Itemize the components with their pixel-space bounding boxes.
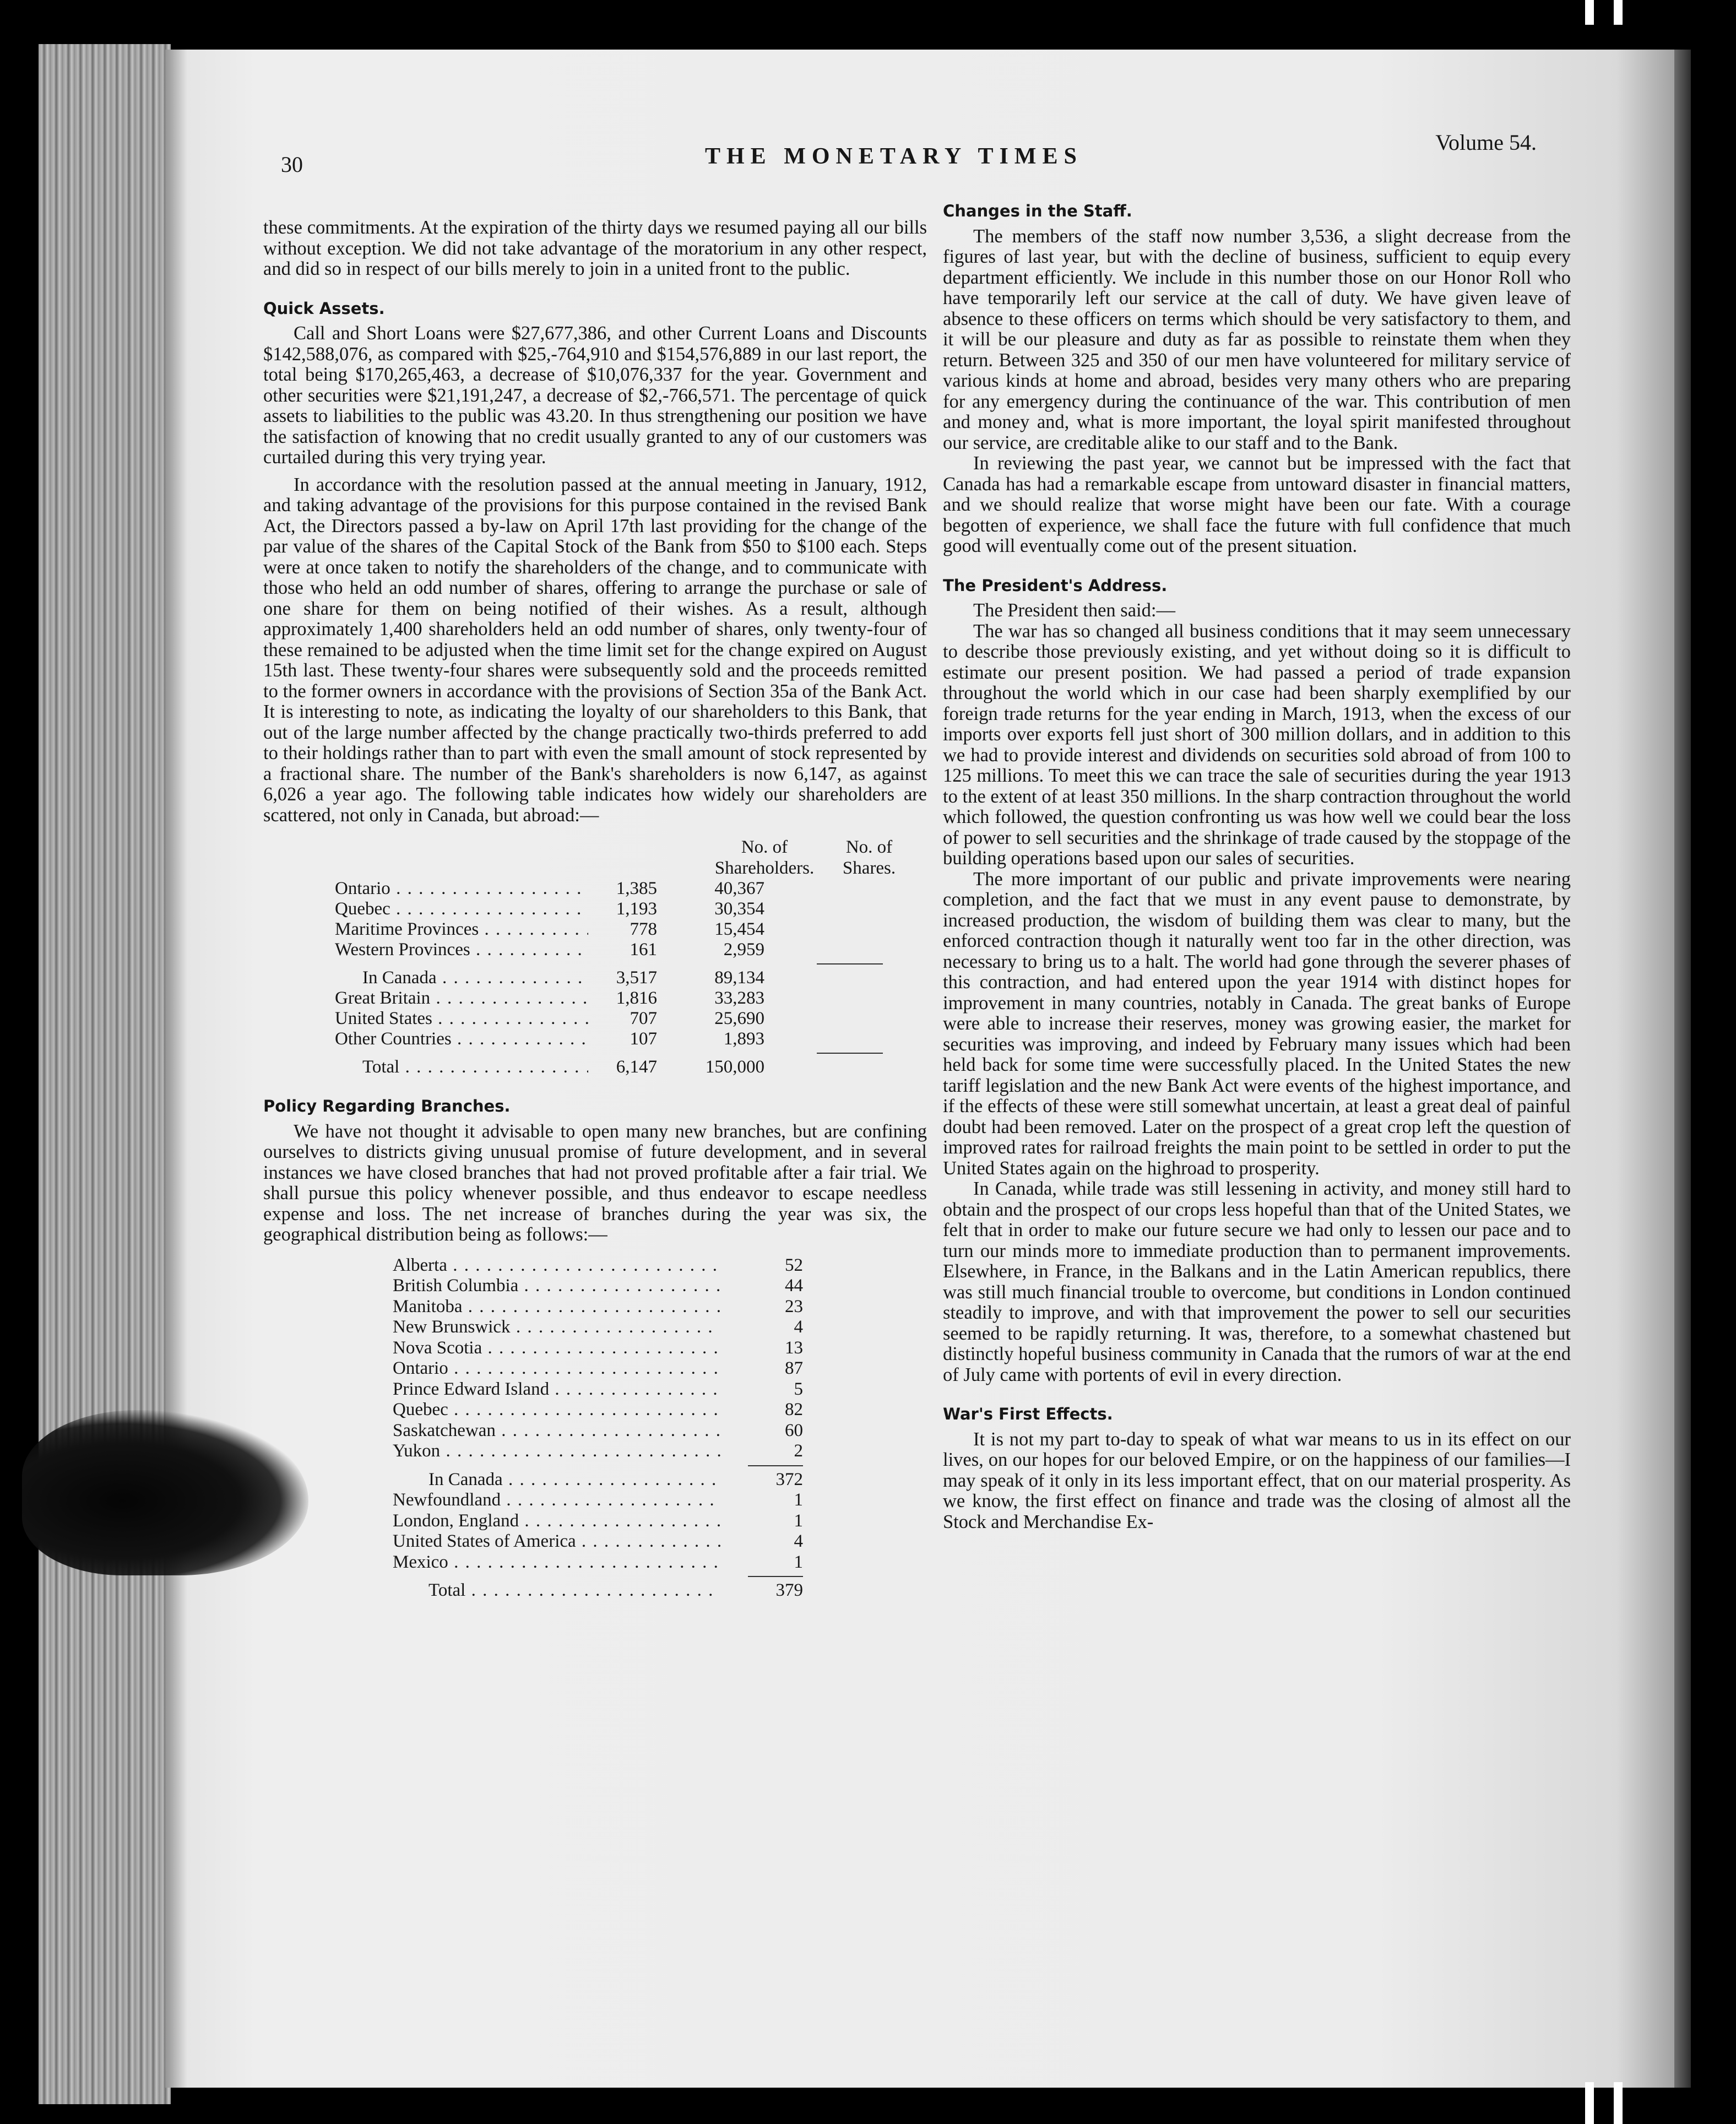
table-row [263,988,927,1009]
row-count: 52 [785,1255,803,1275]
journal-title: THE MONETARY TIMES [705,144,1083,169]
row-count: 1 [794,1490,803,1510]
right-column [943,201,1571,1532]
section-heading-president: The President's Address. [943,576,1168,595]
spine-shadow [165,50,187,2088]
staff-paragraph-2: In reviewing the past year, we cannot but be impressed with the fact that Canada has had a remarkable escape from untoward disaster in financial matters, and we should realize that worse might have been our fate. With a courage begotten of experience, we shall face the future with full confidence that much good will eventually come out of the present situation. [943,453,1571,556]
running-header [281,129,1537,179]
table-row-total [263,1057,927,1077]
row-holders: 1,193 [616,899,657,919]
column-header-shares [828,837,910,879]
table-rule [748,1576,803,1577]
film-mark-bottom-2 [1614,2082,1623,2124]
row-shares: 15,454 [714,919,764,939]
row-count: 1 [794,1510,803,1531]
table-row [263,1531,927,1552]
table-rule [263,1049,927,1057]
row-holders: 3,517 [616,968,657,988]
table-row [263,1441,927,1462]
row-count: 5 [794,1379,803,1399]
row-label: Quebec . . . [263,899,588,919]
policy-branches-paragraph: We have not thought it advisable to open many new branches, but are confining ourselves to districts giving unusual promise of future development, and in several instances we have closed branches that had not proved profitable after a fair trial. We shall pursue this policy whenever possible, and thus endeavor to escape needless expense and loss. The net increase of branches during the year was six, the geographical distribution being as follows:— [263,1120,927,1245]
header-line: Shares. [842,858,896,878]
row-count: 82 [785,1400,803,1419]
table-row [263,1029,927,1049]
row-label: Total . . . [263,1057,588,1077]
row-label: Prince Edward Island . . . [263,1379,720,1400]
quick-assets-paragraph-1: Call and Short Loans were $27,677,386, and other Current Loans and Discounts $142,588,076, as compared with $25,-764,910 and $154,576,889 in our last report, the total being $170,265,463, a decrease of $10,076,337 for the year. Government and other securities were $21,191,247, a decrease of $2,-766,571. The percentage of quick assets to liabilities to the public was 43.20. In thus strengthening our position we have the satisfaction of knowing that no credit usually granted to any of our customers was curtailed during this very trying year. [263,323,927,468]
row-holders: 1,816 [616,988,657,1008]
row-count: 87 [785,1358,803,1378]
table-rule [748,1465,803,1466]
row-shares: 30,354 [714,899,764,919]
table-row [263,1379,927,1400]
row-label: Other Countries . . . [263,1029,588,1049]
table-row [263,1297,927,1318]
table-row [263,1276,927,1297]
row-holders: 707 [630,1009,657,1028]
row-count: 60 [785,1420,803,1440]
row-label: Newfoundland . . . [263,1490,720,1511]
war-paragraph: It is not my part to-day to speak of what war means to us in its effect on our lives, on our hopes for our beloved Empire, or on the happiness of our families—I may speak of it only in its less important effect, that on our material prosperity. As we know, the first effect on finance and trade was the closing of almost all the Stock and Merchandise Ex- [943,1428,1571,1532]
row-shares: 40,367 [714,879,764,898]
branches-rows-canada [263,1255,927,1462]
row-shares: 1,893 [723,1029,764,1049]
section-heading-staff: Changes in the Staff. [943,202,1132,220]
row-holders: 778 [630,919,657,939]
row-label: Ontario . . . [263,879,588,899]
table-row [263,1421,927,1442]
row-holders: 6,147 [616,1057,657,1077]
header-line: No. of [845,837,893,857]
branches-table [263,1255,927,1601]
row-label: Ontario . . . [263,1358,720,1379]
table-row [263,879,927,899]
table-row [263,1338,927,1359]
table-row [263,1511,927,1532]
shareholders-rows-abroad [263,988,927,1049]
volume-label: Volume 54. [1435,130,1537,155]
left-column [263,218,927,1607]
row-label: United States . . . [263,1009,588,1029]
row-count: 372 [775,1469,803,1489]
header-line: No. of [741,837,788,857]
row-count: 1 [794,1552,803,1572]
row-label: Nova Scotia . . . [263,1338,720,1359]
table-row [263,1358,927,1379]
row-shares: 33,283 [714,988,764,1008]
row-count: 379 [775,1580,803,1600]
row-label: Maritime Provinces . . . [263,919,588,940]
president-paragraph-1: The war has so changed all business conditions that it may seem unnecessary to describe those previously existing, and yet without doing so it is difficult to estimate our present position. We had passed a period of trade expansion throughout the world which in our case had been sharply exemplified by our foreign trade returns for the year ending in March, 1913, when the excess of our imports over exports fell just short of 300 million dollars, and in addition to this we had to provide interest and dividends on securities sold abroad of from 100 to 125 millions. To meet this we can trace the sale of securities during the year 1913 to the extent of at least 350 millions. In the sharp contraction throughout the world which followed, the question confronting us was how well we could bear the loss of power to sell securities and the shrinkage of trade caused by the stoppage of the building operations based upon our sales of securities. [943,620,1571,869]
table-row [263,1400,927,1421]
section-heading-policy-branches: Policy Regarding Branches. [263,1097,511,1115]
table-row [263,1317,927,1338]
table-row [263,899,927,919]
row-holders: 161 [630,940,657,960]
row-label: Total . . . [263,1580,720,1601]
row-label: Alberta . . . [263,1255,720,1276]
row-count: 23 [785,1296,803,1316]
row-label: Western Provinces . . . [263,940,588,960]
row-shares: 150,000 [705,1057,764,1077]
table-rule [263,960,927,968]
row-label: United States of America . . . [263,1531,720,1552]
table-row-in-canada [263,1470,927,1491]
page-right-edge [1674,50,1691,2088]
table-row [263,1255,927,1276]
row-holders: 107 [630,1029,657,1049]
section-heading-war: War's First Effects. [943,1405,1113,1423]
row-label: British Columbia . . . [263,1276,720,1297]
president-intro: The President then said:— [973,600,1175,621]
row-shares: 89,134 [714,968,764,988]
branches-rows-abroad [263,1490,927,1573]
row-shares: 2,959 [723,940,764,960]
quick-assets-paragraph-2: In accordance with the resolution passed at the annual meeting in January, 1912, and taking advantage of the provisions for this purpose contained in the revised Bank Act, the Directors passed a by-law on April 17th last providing for the change of the par value of the shares of the Capital Stock of the Bank from $50 to $100 each. Steps were at once taken to notify the shareholders of the change, and to communicate with those who held an odd number of shares, offering to arrange the purchase or sale of one share for them on being notified of their wishes. As a result, although approximately 1,400 shareholders held an odd number of shares, only twenty-four of these remained to be adjusted when the time limit set for the change expired on August 15th last. These twenty-four shares were subsequently sold and the proceeds remitted to the former owners in accordance with the provisions of Section 35a of the Bank Act. It is interesting to note, as indicating the loyalty of our shareholders to this Bank, that out of the large number affected by the change practically two-thirds preferred to add to their holdings rather than to part with even the small amount of stock represented by a fractional share. The number of the Bank's shareholders is now 6,147, as against 6,026 a year ago. The following table indicates how widely our shareholders are scattered, not only in Canada, but abroad:— [263,474,927,826]
staff-paragraph-1: The members of the staff now number 3,536, a slight decrease from the figures of last year, but with the decline of business, sufficient to equip every department efficiently. We include in this number those on our Honor Roll who have temporarily left our service at the call of duty. We have given leave of absence to these officers on terms which should be very satisfactory to them, and it will be our pleasure and duty as far as possible to reinstate them when they return. Between 325 and 350 of our men have volunteered for military service of various kinds at home and abroad, besides very many others who are preparing for any emergency during the continuance of the war. This contribution of men and money and, what is more important, the loyal spirit manifested throughout our service, are creditable alike to our staff and to the Bank. [943,225,1571,453]
column-header-shareholders [701,837,828,879]
section-heading-quick-assets: Quick Assets. [263,299,385,318]
intro-paragraph: these commitments. At the expiration of the thirty days we resumed paying all our bills without exception. We did not take advantage of the moratorium in any other respect, and did so in respect of our bills merely to join in a united front to the public. [263,217,927,279]
film-mark-top-2 [1614,0,1623,25]
row-label: New Brunswick . . . [263,1317,720,1338]
shareholders-rows-canada [263,879,927,960]
table-row [263,919,927,940]
row-count: 2 [794,1441,803,1461]
row-count: 13 [785,1337,803,1358]
row-label: Quebec . . . [263,1400,720,1421]
page-number: 30 [281,152,303,177]
row-label: Manitoba . . . [263,1297,720,1318]
film-mark-top-1 [1585,0,1594,25]
row-count: 44 [785,1276,803,1296]
table-header [263,837,927,879]
book-page-edges [39,44,171,2104]
row-label: In Canada . . . [263,968,588,988]
row-label: Mexico . . . [263,1552,720,1573]
film-mark-bottom-1 [1585,2082,1594,2124]
row-label: Saskatchewan . . . [263,1421,720,1442]
table-row [263,1490,927,1511]
row-label: In Canada . . . [263,1470,720,1491]
shareholders-table [263,837,927,1077]
table-row-in-canada [263,968,927,988]
table-row [263,1552,927,1573]
header-line: Shareholders. [714,858,815,878]
row-label: Yukon . . . [263,1441,720,1462]
table-row [263,1009,927,1029]
row-label: London, England . . . [263,1511,720,1532]
row-shares: 25,690 [714,1009,764,1028]
row-label: Great Britain . . . [263,988,588,1009]
table-row [263,940,927,960]
row-holders: 1,385 [616,879,657,898]
row-count: 4 [794,1531,803,1551]
table-row-total [263,1580,927,1601]
president-paragraph-2: The more important of our public and private improvements were nearing completion, and the fact that we must in any event pause to demonstrate, by increased production, the wisdom of building them was clear to many, but the enforced contraction though it naturally went too far in the other direction, was necessary to bring us to a halt. The world had gone through the severer phases of this contraction, and had entered upon the year 1914 with distinct hopes for improvement in many countries, notably in Canada. The great banks of Europe were able to increase their reserves, money was growing easier, the market for securities was improving, and indeed by February many issues which had been held back for some time were successfully placed. In the United States the new tariff legislation and the new Bank Act were events of the highest importance, and if the effects of these were still somewhat uncertain, at least a great deal of painful doubt had been removed. Later on the prospect of a great crop left the question of improved rates for railroad freights the main point to be settled in order to put the United States again on the highroad to prosperity. [943,868,1571,1179]
row-count: 4 [794,1317,803,1337]
film-border-right [1691,0,1736,2124]
president-paragraph-3: In Canada, while trade was still lessening in activity, and money still hard to obtain and the prospect of our crops less hopeful than that of the United States, we felt that in order to make our future secure we had only to lessen our pace and to turn our minds more to immediate production than to permanent improvements. Elsewhere, in France, in the Balkans and in the Latin American republics, there was still much financial trouble to overcome, but conditions in London continued steadily to improve, and with that improvement the power to sell our securities seemed to be rapidly returning. It was, therefore, to a somewhat chastened but distinctly hopeful business community in Canada that the rumors of war at the end of July came with portents of evil in every direction. [943,1178,1571,1385]
